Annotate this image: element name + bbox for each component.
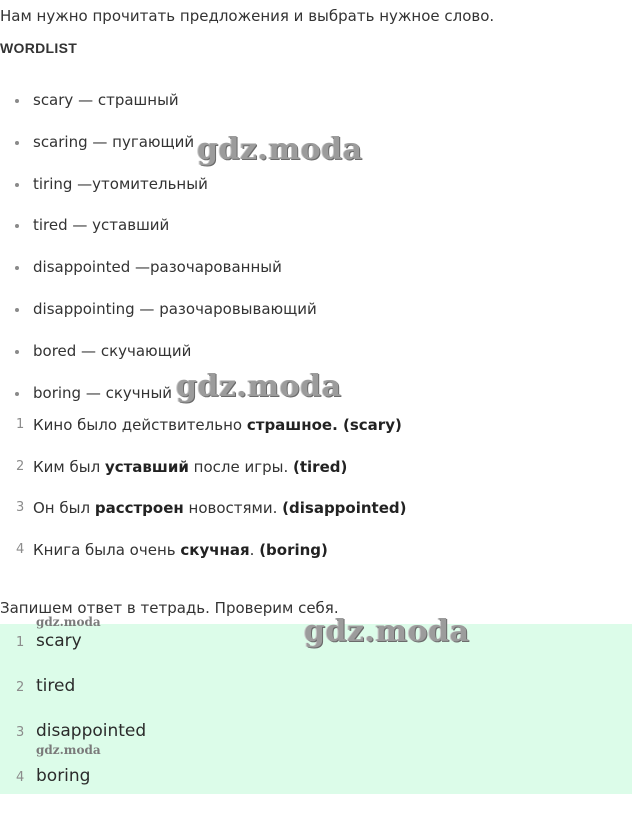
answer-text: scary <box>36 631 82 651</box>
sentence-hint: (tired) <box>293 458 348 476</box>
sentence-3 <box>33 498 406 518</box>
sentence-text: Кино было действительно <box>33 416 247 434</box>
wordlist-item: tired — уставший <box>33 216 170 234</box>
sentence-2 <box>33 457 347 477</box>
wordlist-item: boring — скучный <box>33 384 173 402</box>
sentence-4 <box>33 540 328 560</box>
sentence-answer: страшное. (scary) <box>246 416 402 434</box>
bullet-icon <box>15 266 19 270</box>
sentence-1 <box>33 415 402 435</box>
answer-text: tired <box>36 676 76 696</box>
sentence-text: . <box>249 541 260 559</box>
bullet-icon <box>15 224 19 228</box>
note-text: Запишем ответ в тетрадь. Проверим себя. <box>0 599 339 617</box>
bullet-icon <box>15 99 19 103</box>
watermark: gdz.moda <box>36 743 101 757</box>
sentence-answer: скучная <box>180 541 250 559</box>
wordlist-item: scaring — пугающий <box>33 133 195 151</box>
answer-number: 3 <box>16 725 25 740</box>
watermark: gdz.moda <box>304 614 470 649</box>
sentence-text: Он был <box>33 499 95 517</box>
wordlist-item: bored — скучающий <box>33 342 192 360</box>
bullet-icon <box>15 141 19 145</box>
watermark: gdz.moda <box>176 369 342 404</box>
bullet-icon <box>15 308 19 312</box>
sentence-text: после игры. <box>188 458 293 476</box>
bullet-icon <box>15 183 19 187</box>
bullet-icon <box>15 350 19 354</box>
wordlist-item: disappointing — разочаровывающий <box>33 300 317 318</box>
sentence-hint: (boring) <box>259 541 328 559</box>
answer-text: boring <box>36 766 91 786</box>
wordlist-heading: WORDLIST <box>0 40 78 56</box>
sentence-text: Ким был <box>33 458 105 476</box>
sentence-hint: (disappointed) <box>282 499 407 517</box>
answer-number: 1 <box>16 635 25 650</box>
sentence-answer: расстроен <box>94 499 184 517</box>
answer-number: 2 <box>16 680 25 695</box>
answer-number: 4 <box>16 770 25 785</box>
wordlist-item: scary — страшный <box>33 91 179 109</box>
wordlist-item: disappointed —разочарованный <box>33 258 282 276</box>
answer-text: disappointed <box>36 721 147 741</box>
bullet-icon <box>15 392 19 396</box>
sentence-number: 3 <box>16 500 25 515</box>
sentence-text: Книга была очень <box>33 541 181 559</box>
wordlist-item: tiring —утомительный <box>33 175 208 193</box>
sentence-number: 1 <box>16 417 25 432</box>
sentence-number: 4 <box>16 542 25 557</box>
watermark: gdz.moda <box>197 132 363 167</box>
watermark: gdz.moda <box>36 615 101 629</box>
intro-text: Нам нужно прочитать предложения и выбрать нужное слово. <box>0 7 495 25</box>
answer-box <box>0 624 632 794</box>
sentence-text: новостями. <box>183 499 283 517</box>
sentence-answer: уставший <box>104 458 189 476</box>
sentence-number: 2 <box>16 459 25 474</box>
